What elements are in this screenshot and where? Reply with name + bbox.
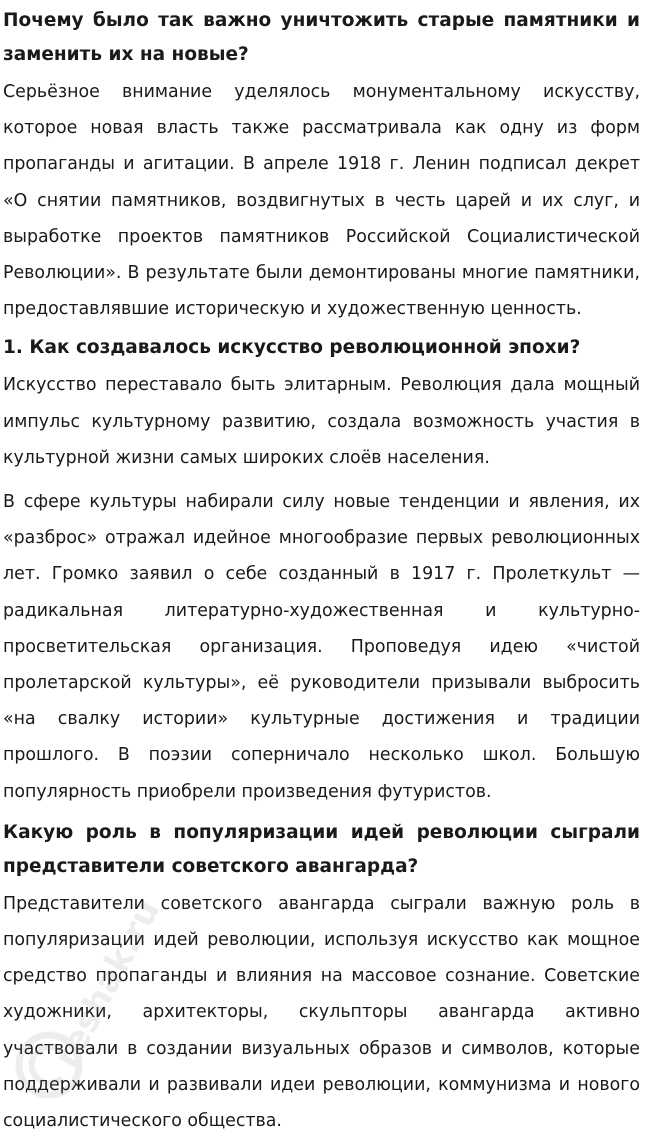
answer-paragraph-monuments: Серьёзное внимание уделялось монументальному искусству, которое новая власть также рассматривала как одну из форм пропаганды и агитации. В апреле 1918 г. Ленин подписал декрет «О снятии памятников, воздвигнутых в честь царей и их слуг, и выработке проектов памятников Российской Социалистической Революции». В результате были демонтированы многие памятники, предоставлявшие историческую и художественную ценность. [3,82,640,320]
watermark-text: reshak.ru [46,893,169,1075]
question-heading-avant-garde: Какую роль в популяризации идей революции сыграли представители советского авангарда? [3,821,640,877]
answer-paragraph-proletkult: В сфере культуры набирали силу новые тенденции и явления, их «разброс» отражал идейное многообразие первых революционных лет. Громко заявил о себе созданный в 1917 г. Пролеткульт — радикальная литературно-художественная и культурно-просветительская организация. Проповедуя идею «чистой пролетарской культуры», её руководители призывали выбросить «на свалку истории» культурные достижения и традиции прошлого. В поэзии соперничало несколько школ. Большую популярность приобрели произведения футуристов. [3,492,640,802]
question-heading-revolution-art: 1. Как создавалось искусство революционной эпохи? [3,337,581,359]
answer-paragraph-avant-garde: Представители советского авангарда сыграли важную роль в популяризации идей революции, используя искусство как мощное средство пропаганды и влияния на массовое сознание. Советские художники, архитекторы, скульпторы авангарда активно участвовали в создании визуальных образов и символов, которые поддерживали и развивали идеи революции, коммунизма и нового социалистического общества. [3,893,640,1132]
answer-paragraph-elitism: Искусство переставало быть элитарным. Революция дала мощный импульс культурному развитию, создала возможность участия в культурной жизни самых широких слоёв населения. [3,375,640,468]
question-heading-monuments: Почему было так важно уничтожить старые памятники и заменить их на новые? [3,10,640,65]
